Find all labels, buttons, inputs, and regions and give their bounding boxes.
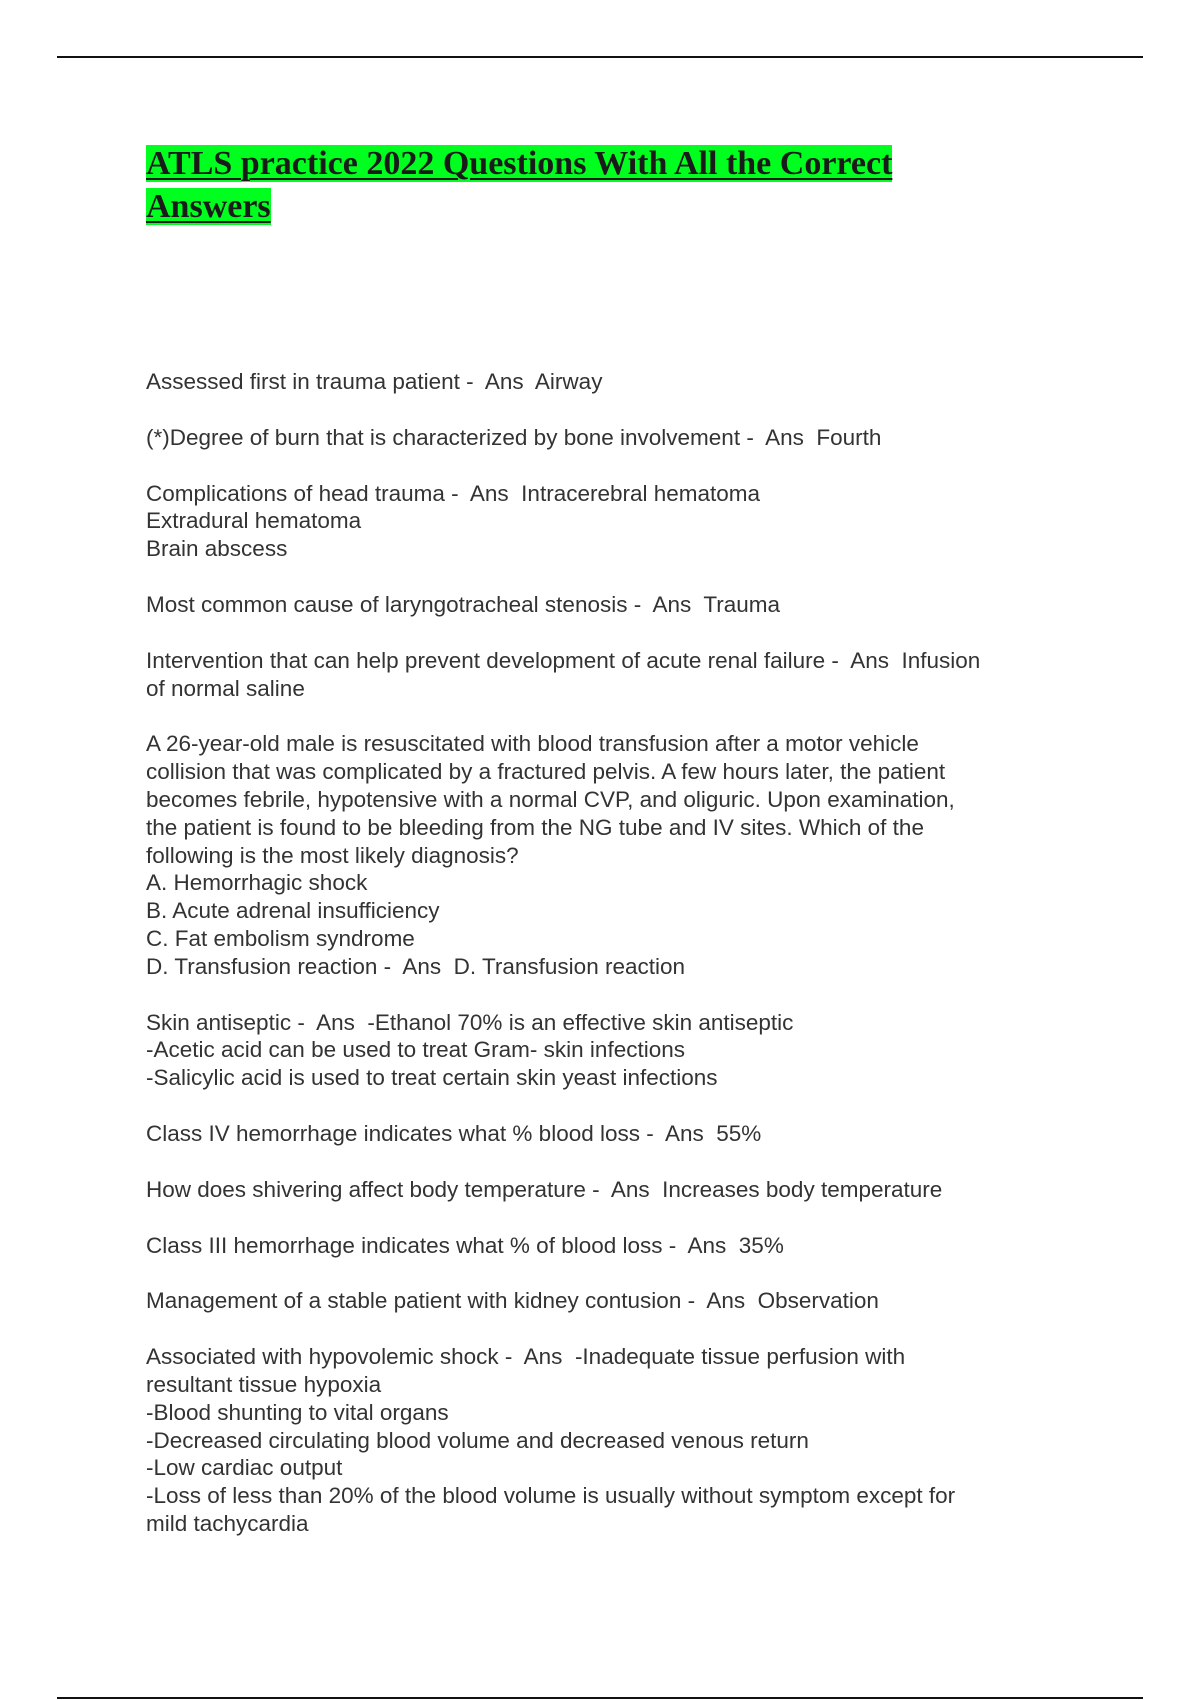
qa-item: Intervention that can help prevent development of acute renal failure - Ans Infusion of normal saline xyxy=(146,647,981,701)
qa-list xyxy=(146,368,1076,1566)
qa-item: Management of a stable patient with kidney contusion - Ans Observation xyxy=(146,1288,879,1314)
qa-item: Assessed first in trauma patient - Ans Airway xyxy=(146,369,603,394)
qa-item: Class III hemorrhage indicates what % of blood loss - Ans 35% xyxy=(146,1232,784,1258)
title-highlight: ATLS practice 2022 Questions With All the Correct Answers xyxy=(146,145,893,225)
qa-item: (*)Degree of burn that is characterized by bone involvement - Ans Fourth xyxy=(146,424,882,450)
qa-item: Most common cause of laryngotracheal stenosis - Ans Trauma xyxy=(146,591,781,617)
qa-item: Skin antiseptic - Ans -Ethanol 70% is an effective skin antiseptic -Acetic acid can be used to treat Gram- skin infections -Salicylic acid is used to treat certain skin yeast infections xyxy=(146,1009,794,1091)
qa-item: Complications of head trauma - Ans Intracerebral hematoma Extradural hematoma Brain abscess xyxy=(146,480,761,562)
top-rule xyxy=(57,56,1143,58)
bottom-rule xyxy=(57,1697,1143,1699)
qa-item: Associated with hypovolemic shock - Ans -Inadequate tissue perfusion with resultant tissue hypoxia -Blood shunting to vital organs -Decreased circulating blood volume and decreased venous return -Low cardiac output -Loss of less than 20% of the blood volume is usually without symptom except for mild tachycardia xyxy=(146,1344,956,1536)
qa-item: How does shivering affect body temperature - Ans Increases body temperature xyxy=(146,1176,943,1202)
qa-item: A 26-year-old male is resuscitated with blood transfusion after a motor vehicle collision that was complicated by a fractured pelvis. A few hours later, the patient becomes febrile, hypotensive with a normal CVP, and oliguric. Upon examination, the patient is found to be bleeding from the NG tube and IV sites. Which of the following is the most likely diagnosis? A. Hemorrhagic shock B. Acute adrenal insufficiency C. Fat embolism syndrome D. Transfusion reaction - Ans D. Transfusion reaction xyxy=(146,731,955,979)
qa-item: Class IV hemorrhage indicates what % blood loss - Ans 55% xyxy=(146,1120,762,1146)
document-title xyxy=(146,142,1006,228)
